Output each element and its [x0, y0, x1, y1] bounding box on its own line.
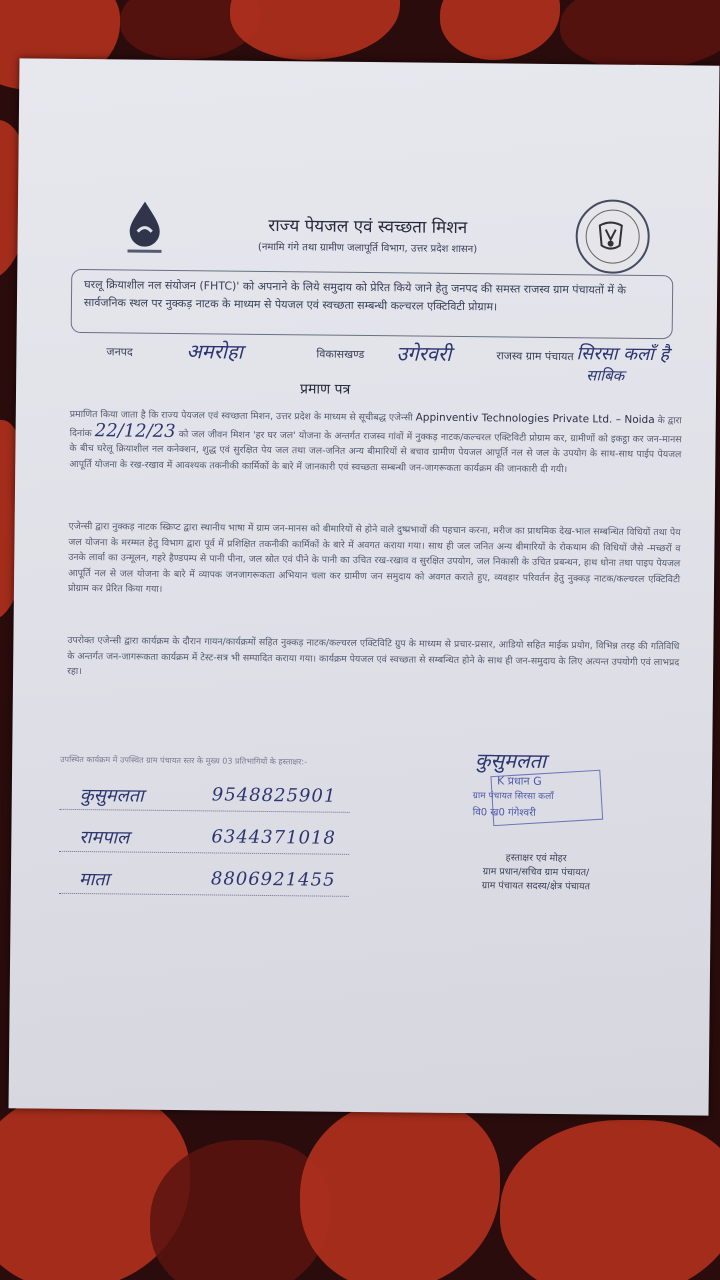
participant-name: माता [78, 869, 110, 891]
block-value: उगेरवरी [396, 341, 452, 366]
seal-caption: हस्ताक्षर एवं मोहर ग्राम प्रधान/सचिव ग्राम पंचायत/ ग्राम पंचायत सदस्य/क्षेत्र पंचायत [481, 852, 590, 893]
location-fields [106, 339, 697, 385]
panchayat-value: सिरसा कलाँ है [576, 343, 670, 366]
certificate-title: प्रमाण पत्र [299, 381, 351, 398]
up-government-seal-icon [575, 199, 650, 274]
paragraph-2: एजेन्सी द्वारा नुक्कड़ नाटक स्क्रिप्ट द्वारा स्थानीय भाषा में ग्राम जन-मानस को बीमारियों से होने वाले दुष्प्रभावों की पहचान करना, मरीज का प्राथमिक देख-भाल सम्बन्धित विधियों तथा पेय जल योजना के मरम्मत हेतु विभाग द्वारा पूर्व में प्रशिक्षित तकनीकी कार्मिकों के बारे में अवगत कराया गया। साथ ही जल जनित अन्य बीमारियों के रोकथाम की विधियों जैसे -मच्छरों व उनके लार्वा का उन्मूलन, गहरे हैण्डपम्प से पानी पीना, जल स्रोत एवं पीने के पानी का उचित रख-रखाव व सुरक्षित उपयोग, जल निकासी के उचित प्रबन्धन, हाथ धोना तथा पाइप पेयजल आपूर्ति नल से जल योजना के बारे में व्यापक जनजागरूकता अभियान चला कर ग्रामीण जन समुदाय को अवगत कराते हुए, व्यवहार परिवर्तन हेतु नुक्कड़ नाटक/कल्चरल एक्टिविटी प्रोग्राम कर प्रेरित किया गया। [67, 520, 681, 595]
participant-name: रामपाल [79, 827, 130, 849]
stamp-line-1: K प्रधान G [496, 774, 542, 788]
pradhan-signature: कुसुमलता [475, 748, 547, 773]
agency-name: Appinventiv Technologies Private Ltd. – Noida [415, 411, 655, 427]
panchayat-note: साबिक [586, 366, 625, 385]
participant-phone: 8806921455 [210, 868, 336, 891]
district-value: अमरोहा [186, 339, 243, 364]
pradhan-stamp [467, 748, 618, 820]
program-description-box: घरलू क्रियाशील नल संयोजन (FHTC)' को अपनाने के लिये समुदाय को प्रेरित किये जाने हेतु जनपद की समस्त राजस्व ग्राम पंचायतों में के सार्वजनिक स्थल पर नुक्कड़ नाटक के माध्यम से पेयजल एवं स्वच्छता सम्बन्धी कल्चरल एक्टिविटी प्रोग्राम। [71, 269, 674, 339]
district-label: जनपद [106, 345, 133, 359]
participant-row [60, 784, 350, 813]
participant-name: कुसुमलता [79, 785, 144, 807]
event-date: 22/12/23 [94, 419, 176, 442]
attendance-label: उपस्थित कार्यक्रम में उपस्थित ग्राम पंचायत स्तर के मुख्य 03 प्रतिभागियों के हस्ताक्षर:- [60, 754, 308, 767]
panchayat-label: राजस्व ग्राम पंचायत [496, 349, 574, 364]
participant-row [59, 826, 349, 855]
participant-row [59, 868, 349, 897]
participant-phone: 6344371018 [211, 826, 337, 849]
stamp-line-2: ग्राम पंचायत सिरसा कलाँ [472, 791, 554, 802]
participant-phone: 9548825901 [211, 784, 337, 807]
document-page [9, 58, 720, 1115]
paragraph-3: उपरोक्त एजेन्सी द्वारा कार्यक्रम के दौरान गायन/कार्यक्रमों सहित नुक्कड़ नाटक/कल्चरल एक्टिविटि ग्रुप के माध्यम से प्रचार-प्रसार, आडियो सहित माईक प्रयोग, विभिन्न तरह की गतिविधि के अन्तर्गत जन-जागरूकता कार्यक्रम में टेस्ट-सत्र भी सम्पादित कराया गया। कार्यक्रम पेयजल एवं स्वच्छता से सम्बन्धित होने के साथ ही जन-समुदाय के लिए अत्यन्त उपयोगी एवं लाभप्रद रहा। [67, 634, 680, 678]
block-label: विकासखण्ड [316, 347, 365, 361]
paragraph-1: प्रमाणित किया जाता है कि राज्य पेयजल एवं स्वच्छता मिशन, उत्तर प्रदेश के माध्यम से सूचीबद्ध एजेन्सी Appinventiv Technologies Private Ltd. – Noida के द्वारा दिनांक 22/12/23 को जल जीवन मिशन 'हर घर जल' योजना के अन्तर्गत राजस्व गांवों में नुक्कड़ नाटक/कल्चरल एक्टिविटी प्रोग्राम कर, ग्रामीणों को इकट्ठा कर जन-मानस के बीच घरेलू क्रियाशील नल कनेक्शन, शुद्ध एवं सुरक्षित पेय जल तथा जल-जनित अन्य बीमारियों से बचाव ग्रामीण पेयजल आपूर्ति नल से जल के उपयोग के साथ-साथ पाईप पेयजल आपूर्ति योजना के रख-रखाव में आवश्यक तकनीकी कार्मिकों के बारे में जानकारी एवं स्वच्छता सम्बन्धी जन-जागरूकता कार्यक्रम की जानकारी दी गयी। [69, 408, 682, 475]
document-title: राज्य पेयजल एवं स्वच्छता मिशन [268, 215, 468, 239]
stamp-line-3: वि0 ख0 गंगेश्वरी [472, 807, 536, 819]
document-subtitle: (नमामि गंगे तथा ग्रामीण जलापूर्ति विभाग, उत्तर प्रदेश शासन) [257, 241, 478, 256]
